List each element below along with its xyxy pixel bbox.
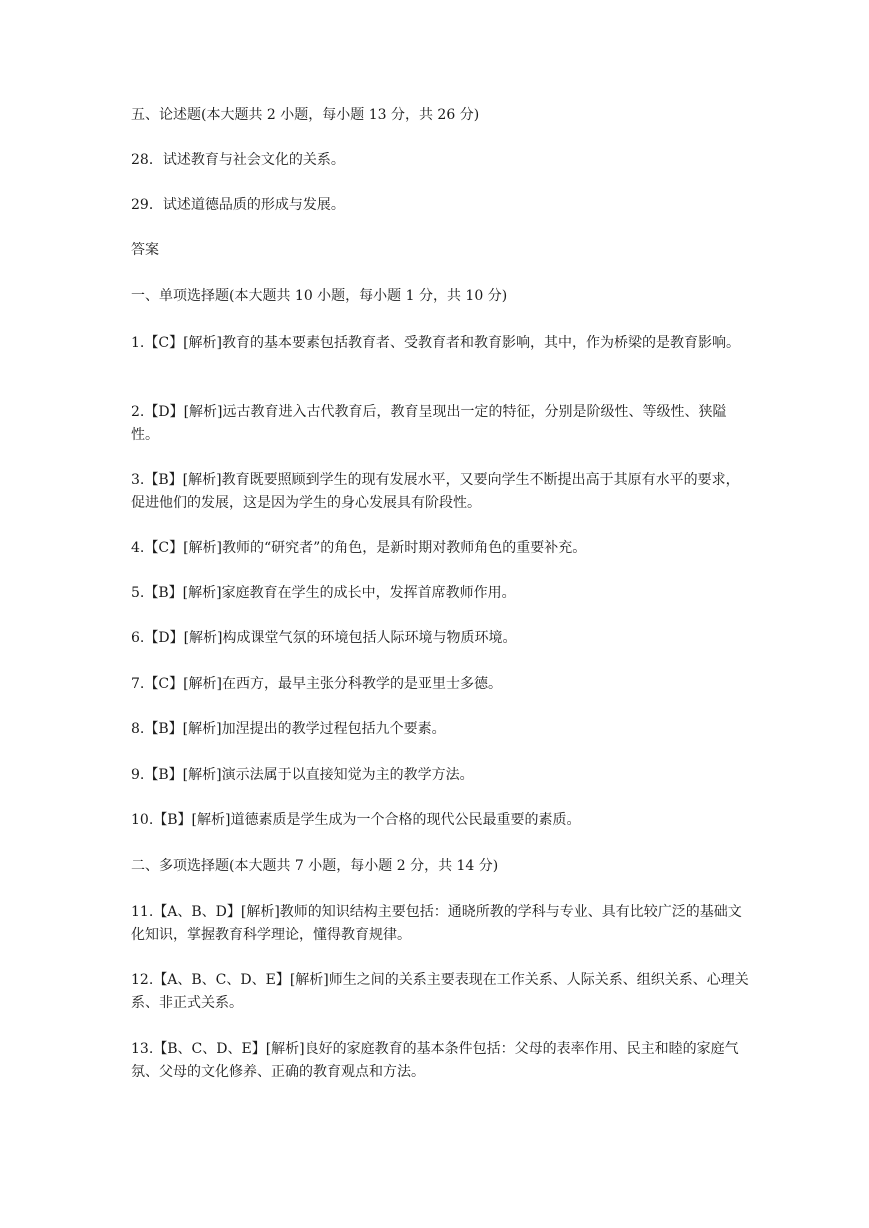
answer-3: 3.【B】[解析]教育既要照顾到学生的现有发展水平，又要向学生不断提出高于其原有水平的要求，促进他们的发展，这是因为学生的身心发展具有阶段性。 [131,472,740,511]
answer-4: 4.【C】[解析]教师的“研究者”的角色，是新时期对教师角色的重要补充。 [131,540,587,556]
answer-6: 6.【D】[解析]构成课堂气氛的环境包括人际环境与物质环境。 [131,630,517,646]
answer-10: 10.【B】[解析]道德素质是学生成为一个合格的现代公民最重要的素质。 [131,812,581,828]
answer-9: 9.【B】[解析]演示法属于以直接知觉为主的教学方法。 [131,767,474,783]
answer-11: 11.【A、B、D】[解析]教师的知识结构主要包括：通晓所教的学科与专业、具有比较广泛的基础文化知识，掌握教育科学理论，懂得教育规律。 [131,904,742,943]
answer-8: 8.【B】[解析]加涅提出的教学过程包括九个要素。 [131,721,446,737]
section-heading-essay: 五、论述题(本大题共 2 小题，每小题 13 分，共 26 分) [131,107,480,123]
question-29: 29．试述道德品质的形成与发展。 [131,197,345,213]
answer-12: 12.【A、B、C、D、E】[解析]师生之间的关系主要表现在工作关系、人际关系、组织关系、心理关系、非正式关系。 [131,972,749,1011]
answer-13: 13.【B、C、D、E】[解析]良好的家庭教育的基本条件包括：父母的表率作用、民主和睦的家庭气氛、父母的文化修养、正确的教育观点和方法。 [131,1041,739,1080]
question-28: 28．试述教育与社会文化的关系。 [131,152,345,168]
section-heading-single-choice: 一、单项选择题(本大题共 10 小题，每小题 1 分，共 10 分) [131,288,508,304]
answer-7: 7.【C】[解析]在西方，最早主张分科教学的是亚里士多德。 [131,676,502,692]
answer-2: 2.【D】[解析]远古教育进入古代教育后，教育呈现出一定的特征，分别是阶级性、等级性、狭隘性。 [131,404,727,443]
answer-5: 5.【B】[解析]家庭教育在学生的成长中，发挥首席教师作用。 [131,585,516,601]
answer-1: 1.【C】[解析]教育的基本要素包括教育者、受教育者和教育影响，其中，作为桥梁的是教育影响。 [131,335,740,351]
answer-heading: 答案 [131,242,159,258]
section-heading-multi-choice: 二、多项选择题(本大题共 7 小题，每小题 2 分，共 14 分) [131,858,499,874]
